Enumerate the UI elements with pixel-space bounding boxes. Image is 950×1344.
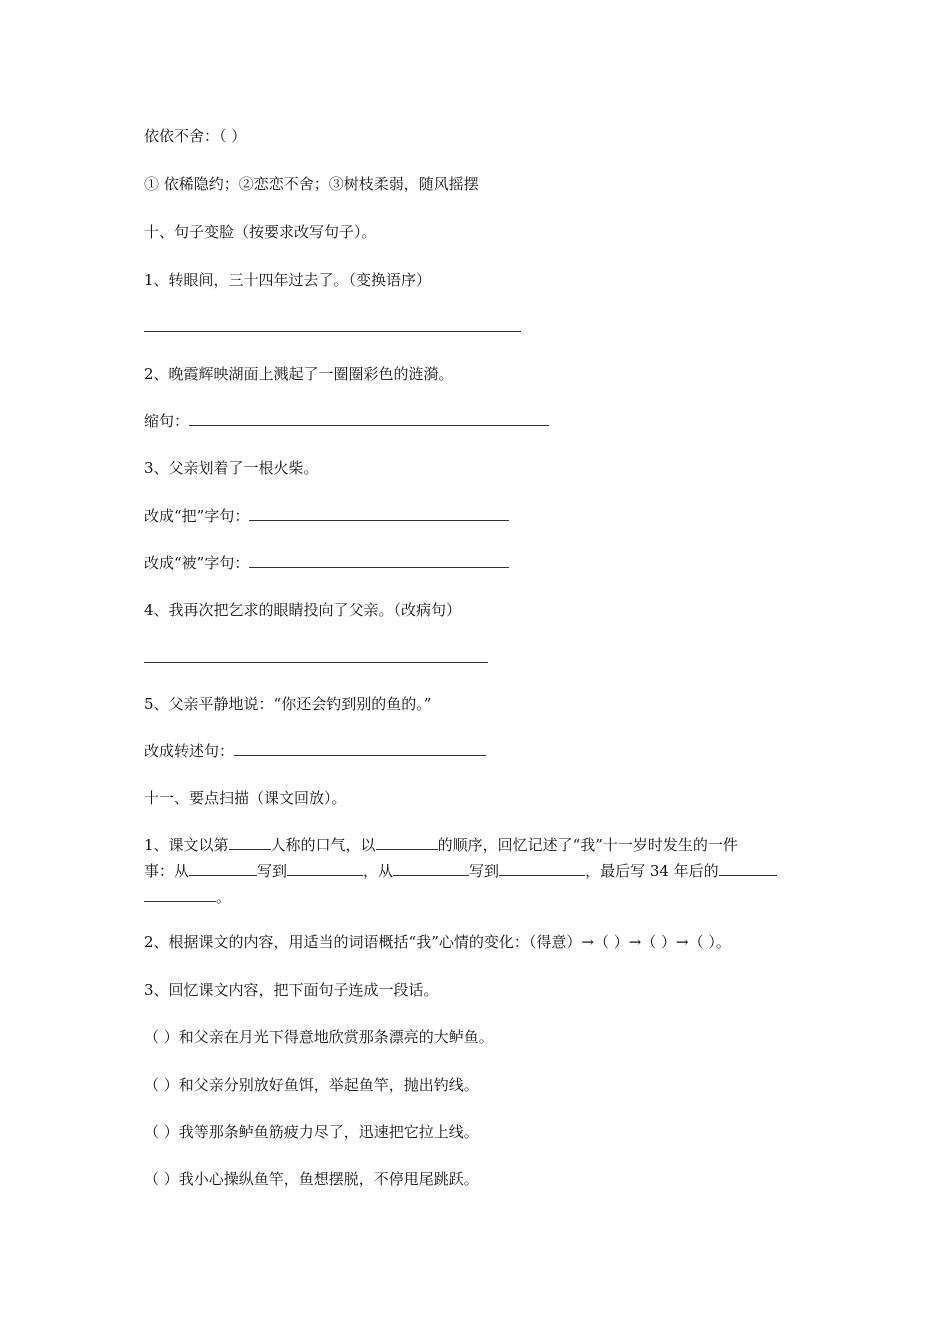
s1-answer-line[interactable] (144, 331, 521, 332)
s1-prompt: 1、转眼间，三十四年过去了。（变换语序） (144, 271, 432, 289)
q1-blank-to1[interactable] (287, 861, 363, 876)
yiyi-question: 依依不舍：（ ） (144, 127, 247, 145)
s4-prompt: 4、我再次把乞求的眼睛投向了父亲。（改病句） (144, 601, 462, 619)
q1-blank-order[interactable] (376, 835, 438, 850)
q1-blank-from1[interactable] (189, 861, 257, 876)
s5-answer-row (144, 741, 486, 761)
s3-ba-row (144, 506, 509, 526)
s3-ba-answer-line[interactable] (249, 506, 509, 521)
s3-bei-answer-line[interactable] (249, 553, 509, 568)
s3-bei-label: 改成“被”字句： (144, 554, 250, 572)
q1-text-i: 。 (216, 888, 232, 906)
q1-text-d: 事：从 (144, 862, 190, 880)
s2-prompt: 2、晚霞辉映湖面上溅起了一圈圈彩色的涟漪。 (144, 365, 454, 383)
q1-blank-person[interactable] (229, 835, 271, 850)
s5-label: 改成转述句： (144, 742, 235, 760)
s3-bei-row (144, 553, 509, 573)
section-11-title: 十一、要点扫描（课文回放）。 (144, 789, 347, 807)
q1-text-b: 人称的口气，以 (270, 836, 376, 854)
q1-text-g: 写到 (469, 862, 500, 880)
q1-text-f: ，从 (363, 862, 394, 880)
order-item[interactable]: （ ）我小心操纵鱼竿，鱼想摆脱，不停甩尾跳跃。 (144, 1170, 479, 1188)
q1-text-c: 的顺序，回忆记述了“我”十一岁时发生的一件 (437, 836, 738, 854)
s5-prompt: 5、父亲平静地说：“你还会钓到别的鱼的。” (144, 695, 432, 713)
q1-paragraph (144, 832, 812, 910)
q1-blank-to2[interactable] (499, 861, 585, 876)
q1-text-h: ，最后写 34 年后的 (585, 862, 719, 880)
s2-answer-row (144, 411, 549, 431)
yiyi-options: ① 依稀隐约；②恋恋不舍；③树枝柔弱，随风摇摆 (144, 175, 479, 193)
s4-answer-line[interactable] (144, 662, 488, 663)
section-10-title: 十、句子变脸（按要求改写句子）。 (144, 223, 377, 241)
s3-ba-label: 改成“把”字句： (144, 507, 250, 525)
q3-prompt: 3、回忆课文内容，把下面句子连成一段话。 (144, 981, 439, 999)
q1-blank-later-1[interactable] (719, 861, 777, 876)
order-item[interactable]: （ ）和父亲分别放好鱼饵，举起鱼竿，抛出钓线。 (144, 1076, 479, 1094)
order-item[interactable]: （ ）和父亲在月光下得意地欣赏那条漂亮的大鲈鱼。 (144, 1028, 494, 1046)
q1-text-e: 写到 (257, 862, 288, 880)
q1-blank-later-2[interactable] (144, 887, 216, 902)
order-item[interactable]: （ ）我等那条鲈鱼筋疲力尽了，迅速把它拉上线。 (144, 1123, 479, 1141)
s3-prompt: 3、父亲划着了一根火柴。 (144, 459, 319, 477)
s2-answer-line[interactable] (189, 411, 549, 426)
q1-blank-from2[interactable] (393, 861, 469, 876)
s5-answer-line[interactable] (234, 741, 486, 756)
q2-prompt: 2、根据课文的内容，用适当的词语概括“我”心情的变化：（得意）→（ ）→（ ）→（ ）。 (144, 933, 731, 951)
q1-text-a: 1、课文以第 (144, 836, 229, 854)
s2-label: 缩句： (144, 412, 190, 430)
